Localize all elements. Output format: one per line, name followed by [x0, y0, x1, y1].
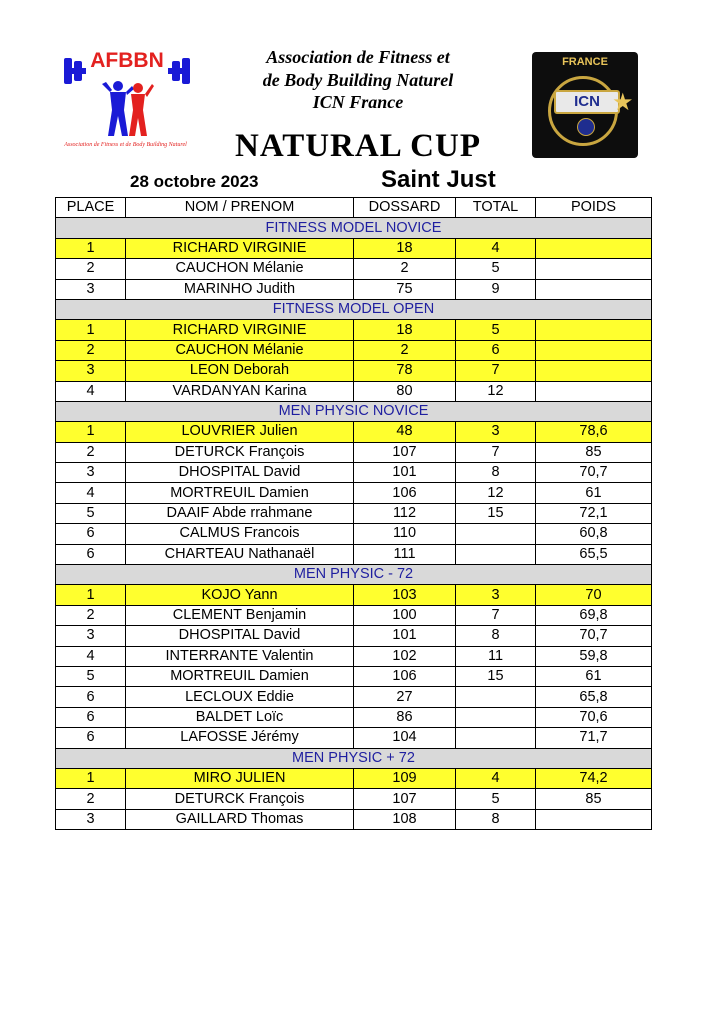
- table-row: [56, 442, 652, 462]
- dossard-cell: 48: [354, 422, 456, 442]
- name-cell: INTERRANTE Valentin: [126, 646, 354, 666]
- place-cell: 4: [56, 483, 126, 503]
- table-row: [56, 666, 652, 686]
- table-row: [56, 259, 652, 279]
- name-cell: CAUCHON Mélanie: [126, 340, 354, 360]
- category-label: FITNESS MODEL NOVICE: [56, 218, 652, 238]
- total-cell: [456, 707, 536, 727]
- poids-cell: 78,6: [536, 422, 652, 442]
- name-cell: MORTREUIL Damien: [126, 666, 354, 686]
- place-cell: 2: [56, 789, 126, 809]
- barbell-plate: [64, 58, 72, 84]
- column-header-poids: POIDS: [536, 198, 652, 218]
- name-cell: DAAIF Abde rrahmane: [126, 503, 354, 523]
- name-cell: MARINHO Judith: [126, 279, 354, 299]
- table-header-row: [56, 198, 652, 218]
- category-row: [56, 401, 652, 421]
- table-row: [56, 483, 652, 503]
- category-row: [56, 299, 652, 319]
- table-row: [56, 687, 652, 707]
- total-cell: 11: [456, 646, 536, 666]
- dossard-cell: 112: [354, 503, 456, 523]
- place-cell: 4: [56, 381, 126, 401]
- place-cell: 3: [56, 361, 126, 381]
- association-line-1: Association de Fitness et: [266, 47, 450, 67]
- name-cell: DHOSPITAL David: [126, 626, 354, 646]
- event-date: 28 octobre 2023: [130, 172, 259, 191]
- poids-cell: [536, 238, 652, 258]
- table-row: [56, 279, 652, 299]
- name-cell: RICHARD VIRGINIE: [126, 238, 354, 258]
- table-row: [56, 361, 652, 381]
- place-cell: 3: [56, 809, 126, 829]
- name-cell: GAILLARD Thomas: [126, 809, 354, 829]
- place-cell: 1: [56, 585, 126, 605]
- total-cell: [456, 524, 536, 544]
- place-cell: 1: [56, 768, 126, 788]
- place-cell: 1: [56, 422, 126, 442]
- table-row: [56, 340, 652, 360]
- poids-cell: [536, 340, 652, 360]
- place-cell: 5: [56, 666, 126, 686]
- poids-cell: [536, 259, 652, 279]
- dossard-cell: 103: [354, 585, 456, 605]
- poids-cell: [536, 361, 652, 381]
- name-cell: LEON Deborah: [126, 361, 354, 381]
- poids-cell: 65,8: [536, 687, 652, 707]
- poids-cell: 59,8: [536, 646, 652, 666]
- dossard-cell: 104: [354, 728, 456, 748]
- dossard-cell: 106: [354, 483, 456, 503]
- name-cell: DETURCK François: [126, 442, 354, 462]
- total-cell: 8: [456, 626, 536, 646]
- poids-cell: [536, 320, 652, 340]
- association-name: [208, 46, 508, 114]
- poids-cell: 70: [536, 585, 652, 605]
- category-row: [56, 748, 652, 768]
- place-cell: 6: [56, 728, 126, 748]
- dossard-cell: 80: [354, 381, 456, 401]
- icn-country-text: FRANCE: [562, 56, 608, 68]
- poids-cell: 71,7: [536, 728, 652, 748]
- total-cell: [456, 544, 536, 564]
- dossard-cell: 2: [354, 259, 456, 279]
- place-cell: 6: [56, 544, 126, 564]
- results-body: [56, 218, 652, 830]
- name-cell: CHARTEAU Nathanaël: [126, 544, 354, 564]
- total-cell: [456, 728, 536, 748]
- place-cell: 2: [56, 442, 126, 462]
- poids-cell: 61: [536, 666, 652, 686]
- total-cell: 3: [456, 585, 536, 605]
- dossard-cell: 101: [354, 626, 456, 646]
- poids-cell: 85: [536, 442, 652, 462]
- total-cell: 4: [456, 768, 536, 788]
- dossard-cell: 107: [354, 789, 456, 809]
- place-cell: 3: [56, 626, 126, 646]
- column-header-total: TOTAL: [456, 198, 536, 218]
- name-cell: BALDET Loïc: [126, 707, 354, 727]
- poids-cell: [536, 809, 652, 829]
- poids-cell: 61: [536, 483, 652, 503]
- place-cell: 2: [56, 605, 126, 625]
- name-cell: MIRO JULIEN: [126, 768, 354, 788]
- total-cell: 8: [456, 809, 536, 829]
- place-cell: 3: [56, 463, 126, 483]
- total-cell: 7: [456, 361, 536, 381]
- name-cell: DETURCK François: [126, 789, 354, 809]
- barbell-plate: [172, 61, 180, 81]
- total-cell: 5: [456, 789, 536, 809]
- poids-cell: 85: [536, 789, 652, 809]
- event-location: Saint Just: [381, 166, 496, 193]
- table-row: [56, 768, 652, 788]
- barbell-plate: [74, 61, 82, 81]
- table-row: [56, 646, 652, 666]
- dossard-cell: 27: [354, 687, 456, 707]
- total-cell: 5: [456, 320, 536, 340]
- total-cell: 12: [456, 381, 536, 401]
- barbell-plate: [182, 58, 190, 84]
- place-cell: 1: [56, 238, 126, 258]
- poids-cell: 70,7: [536, 626, 652, 646]
- association-line-3: ICN France: [312, 92, 404, 112]
- table-row: [56, 503, 652, 523]
- place-cell: 2: [56, 340, 126, 360]
- table-row: [56, 422, 652, 442]
- table-row: [56, 626, 652, 646]
- total-cell: 8: [456, 463, 536, 483]
- name-cell: MORTREUIL Damien: [126, 483, 354, 503]
- place-cell: 3: [56, 279, 126, 299]
- poids-cell: [536, 381, 652, 401]
- poids-cell: 70,7: [536, 463, 652, 483]
- afbbn-tagline: Association de Fitness et de Body Building Naturel: [64, 142, 187, 148]
- place-cell: 1: [56, 320, 126, 340]
- column-header-name: NOM / PRENOM: [126, 198, 354, 218]
- table-row: [56, 728, 652, 748]
- total-cell: [456, 687, 536, 707]
- dossard-cell: 111: [354, 544, 456, 564]
- dossard-cell: 110: [354, 524, 456, 544]
- total-cell: 15: [456, 666, 536, 686]
- total-cell: 15: [456, 503, 536, 523]
- category-label: MEN PHYSIC - 72: [56, 565, 652, 585]
- name-cell: LOUVRIER Julien: [126, 422, 354, 442]
- column-header-place: PLACE: [56, 198, 126, 218]
- poids-cell: 72,1: [536, 503, 652, 523]
- poids-cell: 60,8: [536, 524, 652, 544]
- dossard-cell: 18: [354, 238, 456, 258]
- name-cell: KOJO Yann: [126, 585, 354, 605]
- results-table: [55, 197, 652, 830]
- table-row: [56, 809, 652, 829]
- place-cell: 2: [56, 259, 126, 279]
- table-row: [56, 238, 652, 258]
- name-cell: RICHARD VIRGINIE: [126, 320, 354, 340]
- dossard-cell: 108: [354, 809, 456, 829]
- dossard-cell: 75: [354, 279, 456, 299]
- table-row: [56, 320, 652, 340]
- category-label: MEN PHYSIC NOVICE: [56, 401, 652, 421]
- table-row: [56, 707, 652, 727]
- dossard-cell: 86: [354, 707, 456, 727]
- category-label: FITNESS MODEL OPEN: [56, 299, 652, 319]
- category-label: MEN PHYSIC + 72: [56, 748, 652, 768]
- total-cell: 12: [456, 483, 536, 503]
- total-cell: 4: [456, 238, 536, 258]
- table-row: [56, 789, 652, 809]
- total-cell: 7: [456, 605, 536, 625]
- poids-cell: 74,2: [536, 768, 652, 788]
- total-cell: 3: [456, 422, 536, 442]
- total-cell: 7: [456, 442, 536, 462]
- star-icon: ★: [612, 89, 634, 116]
- table-row: [56, 463, 652, 483]
- name-cell: VARDANYAN Karina: [126, 381, 354, 401]
- name-cell: CLEMENT Benjamin: [126, 605, 354, 625]
- bodybuilder-figures-icon: [98, 80, 156, 138]
- place-cell: 4: [56, 646, 126, 666]
- name-cell: CAUCHON Mélanie: [126, 259, 354, 279]
- table-row: [56, 585, 652, 605]
- poids-cell: 69,8: [536, 605, 652, 625]
- place-cell: 6: [56, 687, 126, 707]
- association-line-2: de Body Building Naturel: [262, 69, 454, 90]
- name-cell: DHOSPITAL David: [126, 463, 354, 483]
- dossard-cell: 107: [354, 442, 456, 462]
- table-row: [56, 544, 652, 564]
- dossard-cell: 100: [354, 605, 456, 625]
- total-cell: 5: [456, 259, 536, 279]
- poids-cell: 70,6: [536, 707, 652, 727]
- globe-icon: [577, 118, 595, 136]
- dossard-cell: 2: [354, 340, 456, 360]
- event-title: NATURAL CUP: [235, 128, 481, 164]
- dossard-cell: 78: [354, 361, 456, 381]
- total-cell: 9: [456, 279, 536, 299]
- place-cell: 6: [56, 707, 126, 727]
- table-row: [56, 524, 652, 544]
- name-cell: CALMUS Francois: [126, 524, 354, 544]
- icn-logo: [532, 52, 638, 158]
- dossard-cell: 101: [354, 463, 456, 483]
- dossard-cell: 109: [354, 768, 456, 788]
- place-cell: 5: [56, 503, 126, 523]
- dossard-cell: 106: [354, 666, 456, 686]
- table-row: [56, 381, 652, 401]
- name-cell: LECLOUX Eddie: [126, 687, 354, 707]
- category-row: [56, 565, 652, 585]
- category-row: [56, 218, 652, 238]
- dossard-cell: 102: [354, 646, 456, 666]
- total-cell: 6: [456, 340, 536, 360]
- afbbn-logo: [58, 46, 193, 156]
- poids-cell: 65,5: [536, 544, 652, 564]
- table-row: [56, 605, 652, 625]
- dossard-cell: 18: [354, 320, 456, 340]
- place-cell: 6: [56, 524, 126, 544]
- afbbn-brand-text: AFBBN: [86, 48, 168, 74]
- name-cell: LAFOSSE Jérémy: [126, 728, 354, 748]
- column-header-dossard: DOSSARD: [354, 198, 456, 218]
- poids-cell: [536, 279, 652, 299]
- icn-brand-text: ICN: [554, 90, 620, 114]
